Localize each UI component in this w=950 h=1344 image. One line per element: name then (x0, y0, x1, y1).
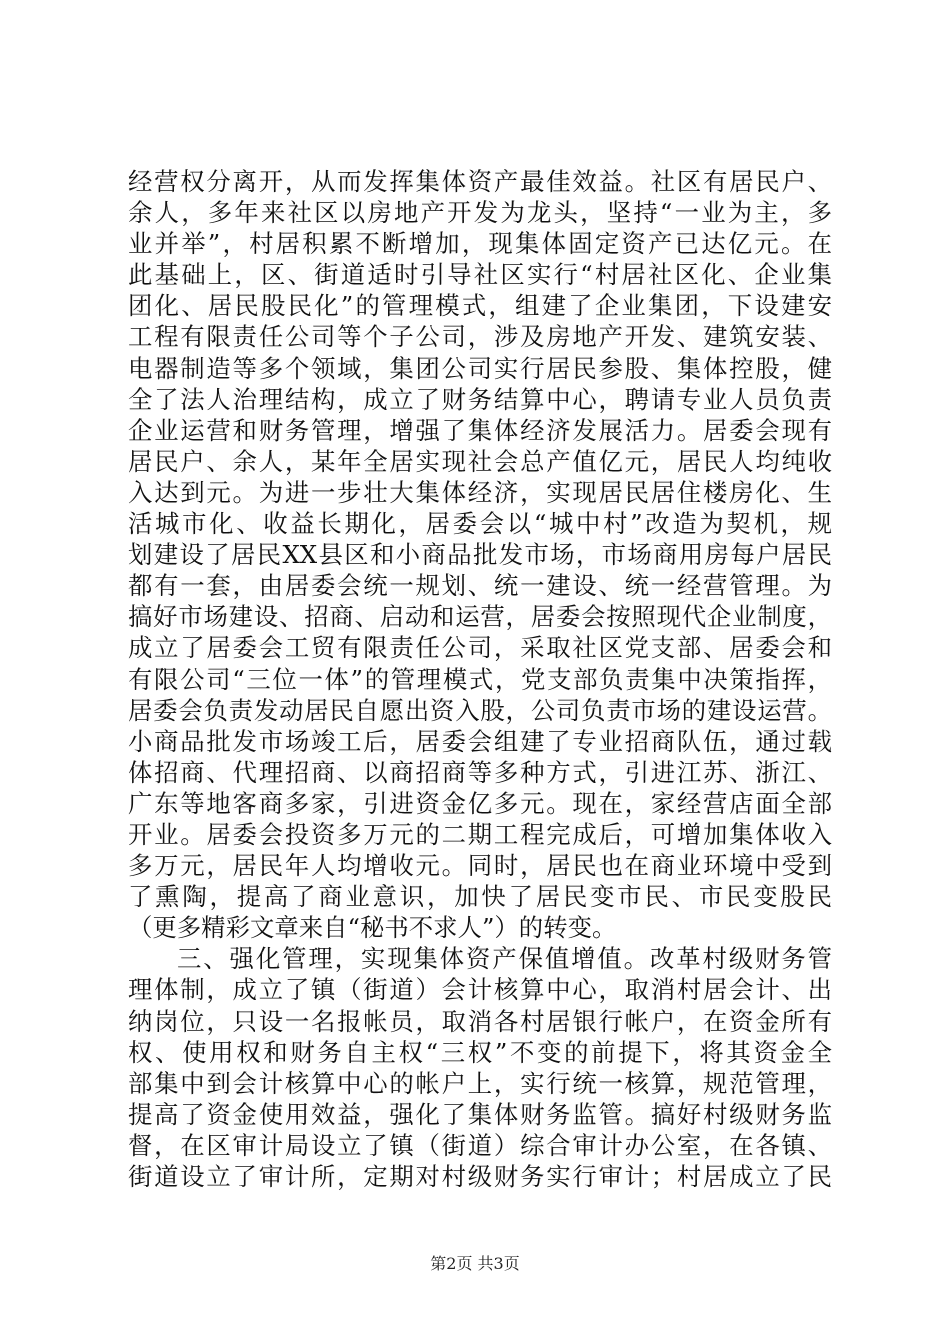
text-line: 团化、居民股民化”的管理模式，组建了企业集团，下设建安 (128, 291, 832, 321)
text-line: 提高了资金使用效益，强化了集体财务监管。搞好村级财务监 (128, 1099, 832, 1129)
paragraph-1 (128, 166, 832, 943)
text-line: 居民户、余人，某年全居实现社会总产值亿元，居民人均纯收 (128, 446, 832, 476)
text-line: 开业。居委会投资多万元的二期工程完成后，可增加集体收入 (128, 819, 832, 849)
text-line: 督，在区审计局设立了镇（街道）综合审计办公室，在各镇、 (128, 1130, 832, 1160)
text-line: 了熏陶，提高了商业意识，加快了居民变市民、市民变股民 (128, 882, 832, 912)
text-line: 权、使用权和财务自主权“三权”不变的前提下，将其资金全 (128, 1037, 832, 1067)
text-line: 搞好市场建设、招商、启动和运营，居委会按照现代企业制度， (128, 602, 832, 632)
text-line: 都有一套，由居委会统一规划、统一建设、统一经营管理。为 (128, 571, 832, 601)
text-line: 小商品批发市场竣工后，居委会组建了专业招商队伍，通过载 (128, 726, 832, 756)
text-line: 业并举”，村居积累不断增加，现集体固定资产已达亿元。在 (128, 229, 832, 259)
text-line: 全了法人治理结构，成立了财务结算中心，聘请专业人员负责 (128, 384, 832, 414)
text-line: 电器制造等多个领域，集团公司实行居民参股、集体控股，健 (128, 353, 832, 383)
text-line: 此基础上，区、街道适时引导社区实行“村居社区化、企业集 (128, 260, 832, 290)
text-line: 工程有限责任公司等个子公司，涉及房地产开发、建筑安装、 (128, 322, 832, 352)
text-line: 街道设立了审计所，定期对村级财务实行审计；村居成立了民 (128, 1162, 832, 1191)
text-line: 三、强化管理，实现集体资产保值增值。改革村级财务管 (177, 944, 832, 974)
text-line: 部集中到会计核算中心的帐户上，实行统一核算，规范管理， (128, 1068, 832, 1098)
document-body (128, 166, 832, 1192)
text-line: 成立了居委会工贸有限责任公司，采取社区党支部、居委会和 (128, 633, 832, 663)
text-line: 居委会负责发动居民自愿出资入股，公司负责市场的建设运营。 (128, 695, 832, 725)
text-line: （更多精彩文章来自“秘书不求人”）的转变。 (128, 913, 617, 943)
text-line: 纳岗位，只设一名报帐员，取消各村居银行帐户，在资金所有 (128, 1006, 832, 1036)
text-line: 余人，多年来社区以房地产开发为龙头，坚持“一业为主，多 (128, 198, 832, 228)
text-line: 理体制，成立了镇（街道）会计核算中心，取消村居会计、出 (128, 975, 832, 1005)
text-line: 经营权分离开，从而发挥集体资产最佳效益。社区有居民户、 (128, 167, 832, 196)
text-line: 有限公司“三位一体”的管理模式，党支部负责集中决策指挥， (128, 664, 832, 694)
text-line: 广东等地客商多家，引进资金亿多元。现在，家经营店面全部 (128, 788, 832, 818)
text-line: 多万元，居民年人均增收元。同时，居民也在商业环境中受到 (128, 851, 832, 881)
text-line: 体招商、代理招商、以商招商等多种方式，引进江苏、浙江、 (128, 757, 832, 787)
text-line: 企业运营和财务管理，增强了集体经济发展活力。居委会现有 (128, 415, 832, 445)
page-number: 第2页 共3页 (430, 1254, 520, 1273)
text-line: 活城市化、收益长期化，居委会以“城中村”改造为契机，规 (128, 509, 832, 539)
text-line: 划建设了居民XX县区和小商品批发市场，市场商用房每户居民 (128, 540, 832, 570)
text-line: 入达到元。为进一步壮大集体经济，实现居民居住楼房化、生 (128, 477, 832, 507)
paragraph-2 (128, 943, 832, 1192)
